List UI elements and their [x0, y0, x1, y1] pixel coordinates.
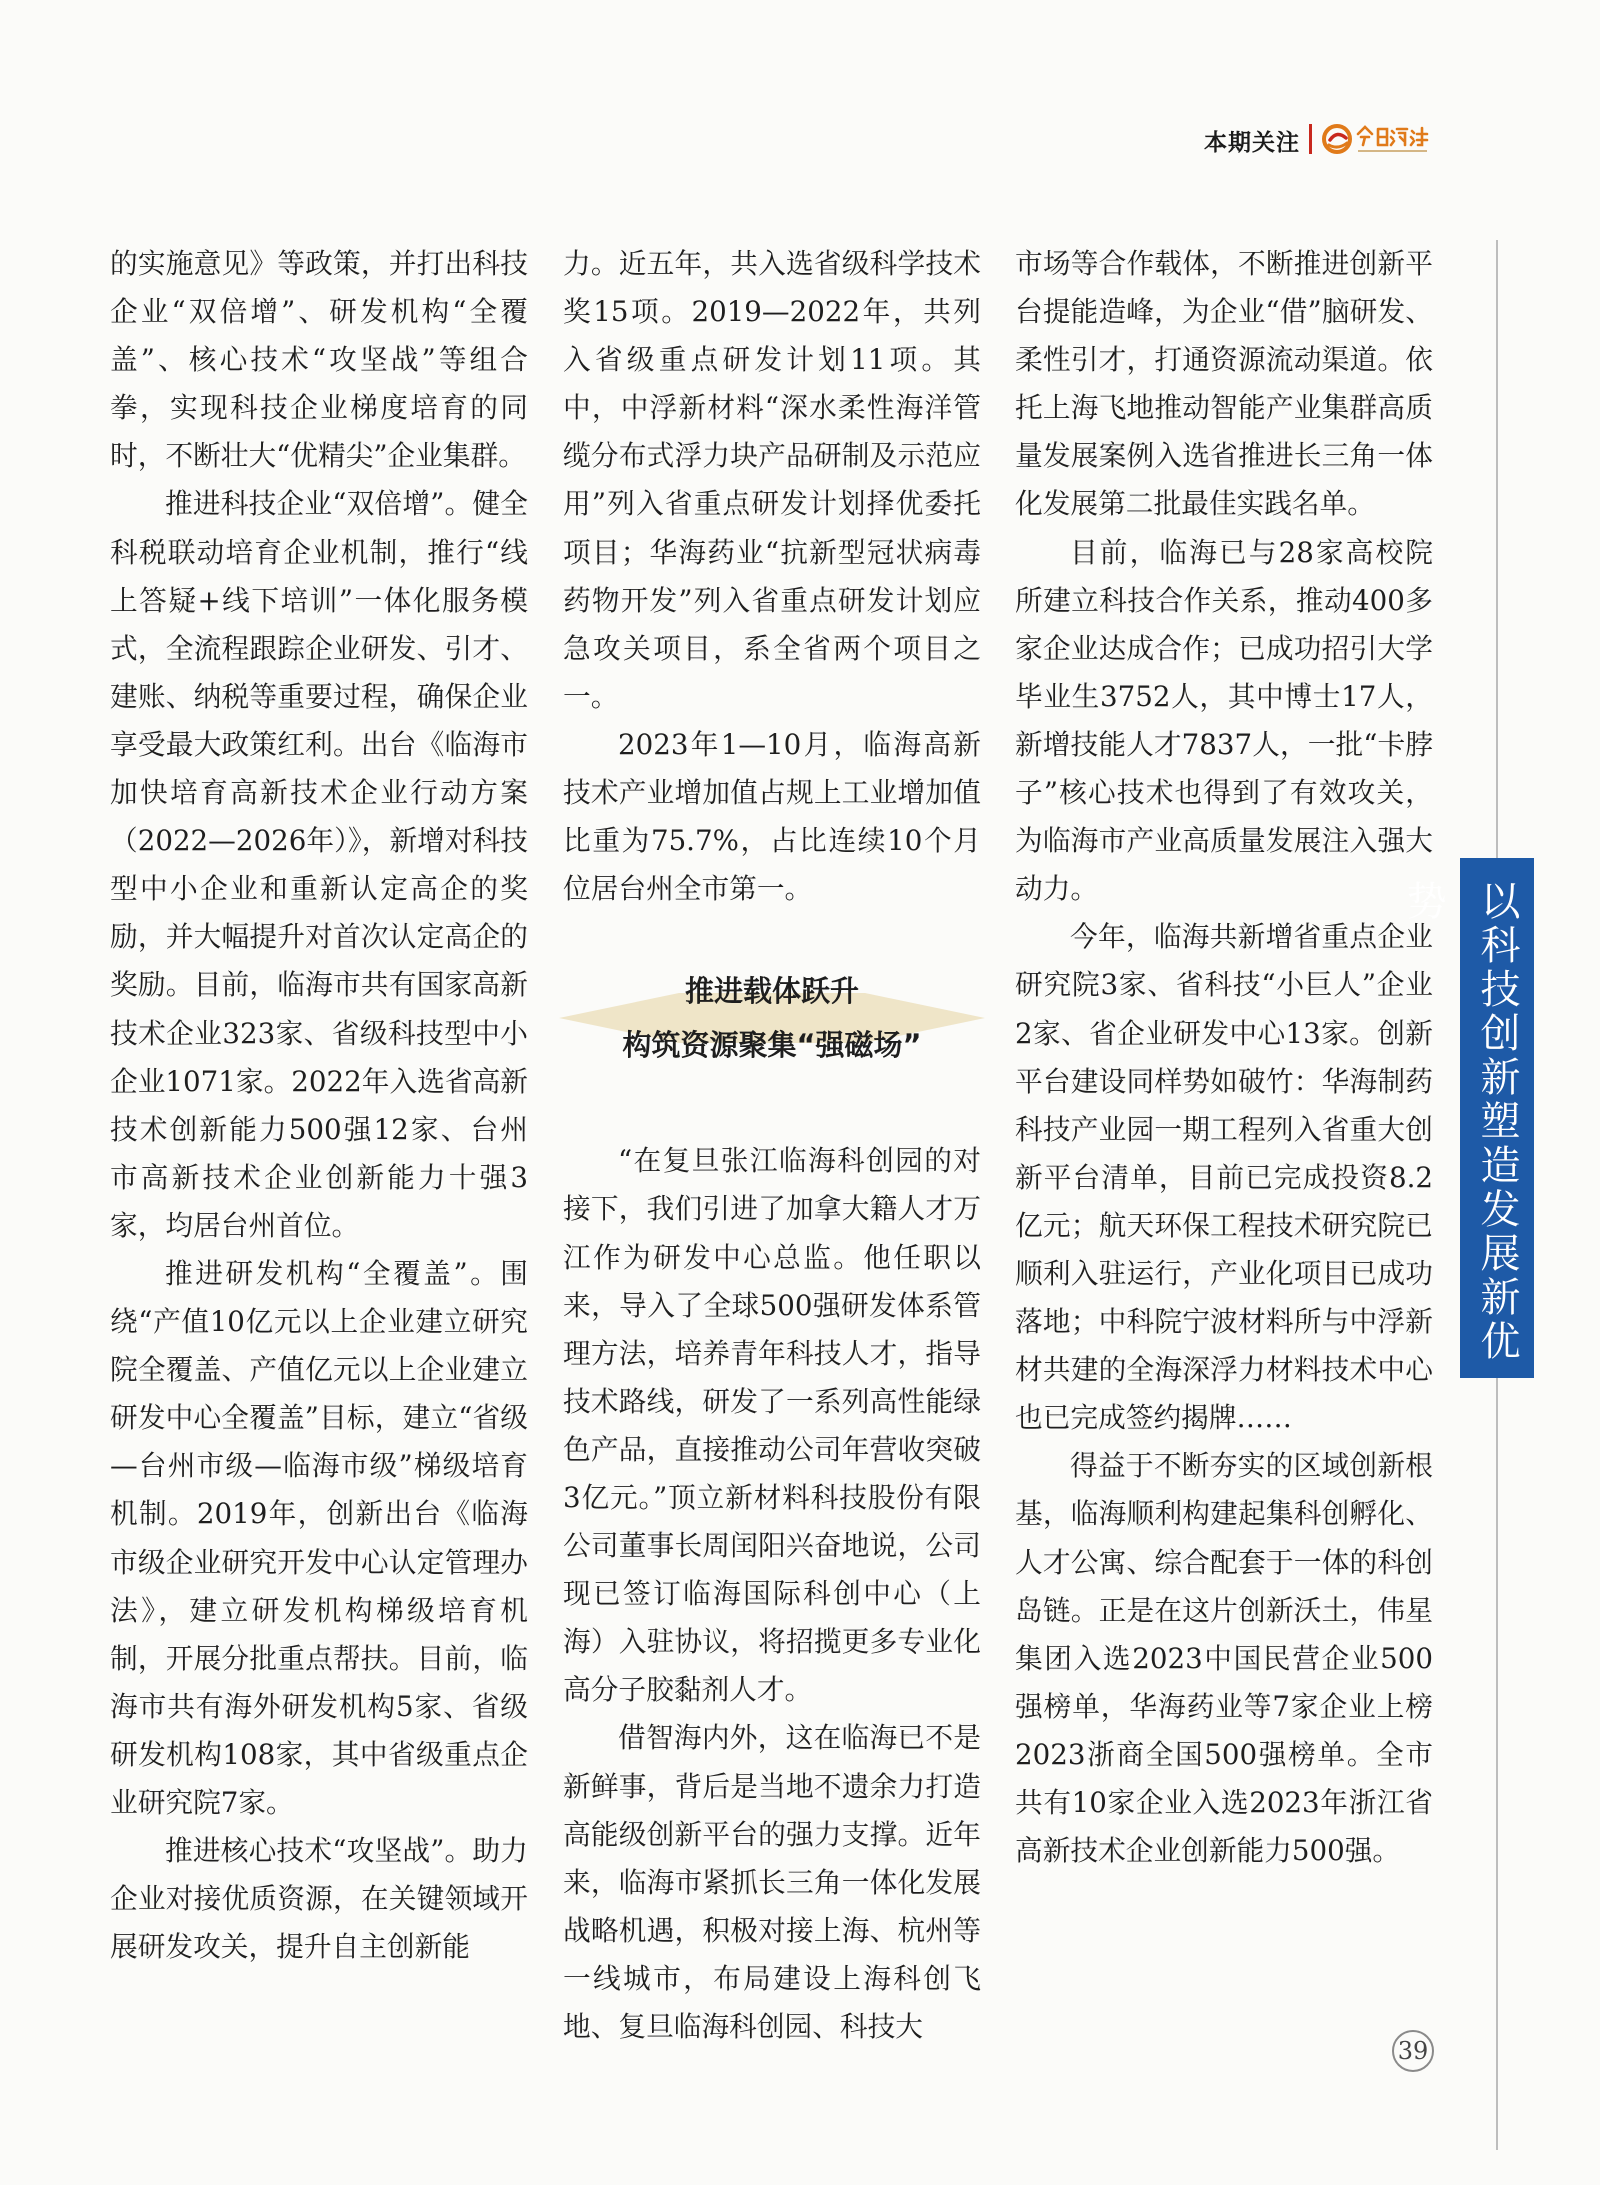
section-subheading — [563, 957, 981, 1079]
paragraph: 2023年1—10月，临海高新技术产业增加值占规上工业增加值比重为75.7%，占比连续10个月位居台州全市第一。 — [563, 727, 981, 906]
banner-title: 以科技创新塑造发展新优势 — [1400, 880, 1520, 1364]
paragraph: 推进研发机构“全覆盖”。围绕“产值10亿元以上企业建立研究院全覆盖、产值亿元以上企业建立研发中心全覆盖”目标，建立“省级—台州市级—临海市级”梯级培育机制。2019年，创新出台《临海市级企业研究开发中心认定管理办法》，建立研发机构梯级培育机制，开展分批重点帮扶。目前，临海市共有海外研发机构5家、省级研发机构108家，其中省级重点企业研究院7家。 — [110, 1256, 528, 1819]
paragraph: “在复旦张江临海科创园的对接下，我们引进了加拿大籍人才万江作为研发中心总监。他任职以来，导入了全球500强研发体系管理方法，培养青年科技人才，指导技术路线，研发了一系列高性能绿色产品，直接推动公司年营收突破3亿元。”顶立新材料科技股份有限公司董事长周闰阳兴奋地说，公司现已签订临海国际科创中心（上海）入驻协议，将招揽更多专业化高分子胶黏剂人才。 — [563, 1144, 981, 1707]
paragraph: 目前，临海已与28家高校院所建立科技合作关系，推动400多家企业达成合作；已成功招引大学毕业生3752人，其中博士17人，新增技能人才7837人，一批“卡脖子”核心技术也得到了有效攻关，为临海市产业高质量发展注入强大动力。 — [1015, 535, 1433, 906]
paragraph: 的实施意见》等政策，并打出科技企业“双倍增”、研发机构“全覆盖”、核心技术“攻坚战”等组合拳，实现科技企业梯度培育的同时，不断壮大“优精尖”企业集群。 — [110, 247, 528, 473]
article-column-2 — [563, 240, 981, 2051]
header-divider — [1309, 124, 1312, 154]
paragraph: 得益于不断夯实的区域创新根基，临海顺利构建起集科创孵化、人才公寓、综合配套于一体的科创岛链。正是在这片创新沃土，伟星集团入选2023中国民营企业500强榜单，华海药业等7家企业上榜2023浙商全国500强榜单。全市共有10家企业入选2023年浙江省高新技术企业创新能力500强。 — [1015, 1449, 1433, 1868]
page-header — [1190, 120, 1450, 160]
logo-icon — [1321, 120, 1445, 160]
paragraph: 推进科技企业“双倍增”。健全科税联动培育企业机制，推行“线上答疑+线下培训”一体化服务模式，全流程跟踪企业研发、引才、建账、纳税等重要过程，确保企业享受最大政策红利。出台《临海市加快培育高新技术企业行动方案（2022—2026年）》，新增对科技型中小企业和重新认定高企的奖励，并大幅提升对首次认定高企的奖励。目前，临海市共有国家高新技术企业323家、省级科技型中小企业1071家。2022年入选省高新技术创新能力500强12家、台州市高新技术企业创新能力十强3家，均居台州首位。 — [110, 487, 528, 1242]
vertical-topic-banner — [1400, 858, 1534, 1378]
subheading-line-2: 构筑资源聚集“强磁场” — [622, 1028, 922, 1063]
subheading-line-1: 推进载体跃升 — [684, 974, 859, 1009]
article-column-3 — [1015, 240, 1433, 1875]
paragraph: 市场等合作载体，不断推进创新平台提能造峰，为企业“借”脑研发、柔性引才，打通资源流动渠道。依托上海飞地推动智能产业集群高质量发展案例入选省推进长三角一体化发展第二批最佳实践名单。 — [1015, 247, 1433, 521]
page-number: 39 — [1392, 2030, 1434, 2072]
paragraph: 推进核心技术“攻坚战”。助力企业对接优质资源，在关键领域开展研发攻关，提升自主创新能 — [110, 1834, 528, 1964]
paragraph: 力。近五年，共入选省级科学技术奖15项。2019—2022年，共列入省级重点研发计划11项。其中，中浮新材料“深水柔性海洋管缆分布式浮力块产品研制及示范应用”列入省重点研发计划择优委托项目；华海药业“抗新型冠状病毒药物开发”列入省重点研发计划应急攻关项目，系全省两个项目之一。 — [563, 247, 981, 713]
article-column-1 — [110, 240, 528, 1971]
section-title: 本期关注 — [1204, 130, 1300, 156]
paragraph: 今年，临海共新增省重点企业研究院3家、省科技“小巨人”企业2家、省企业研发中心13家。创新平台建设同样势如破竹：华海制药科技产业园一期工程列入省重大创新平台清单，目前已完成投资8.2亿元；航天环保工程技术研究院已顺利入驻运行，产业化项目已成功落地；中科院宁波材料所与中浮新材共建的全海深浮力材料技术中心也已完成签约揭牌…… — [1015, 920, 1433, 1435]
paragraph: 借智海内外，这在临海已不是新鲜事，背后是当地不遗余力打造高能级创新平台的强力支撑。近年来，临海市紧抓长三角一体化发展战略机遇，积极对接上海、杭州等一线城市，布局建设上海科创飞地、复旦临海科创园、科技大 — [563, 1721, 981, 2043]
magazine-logo — [1321, 120, 1445, 160]
